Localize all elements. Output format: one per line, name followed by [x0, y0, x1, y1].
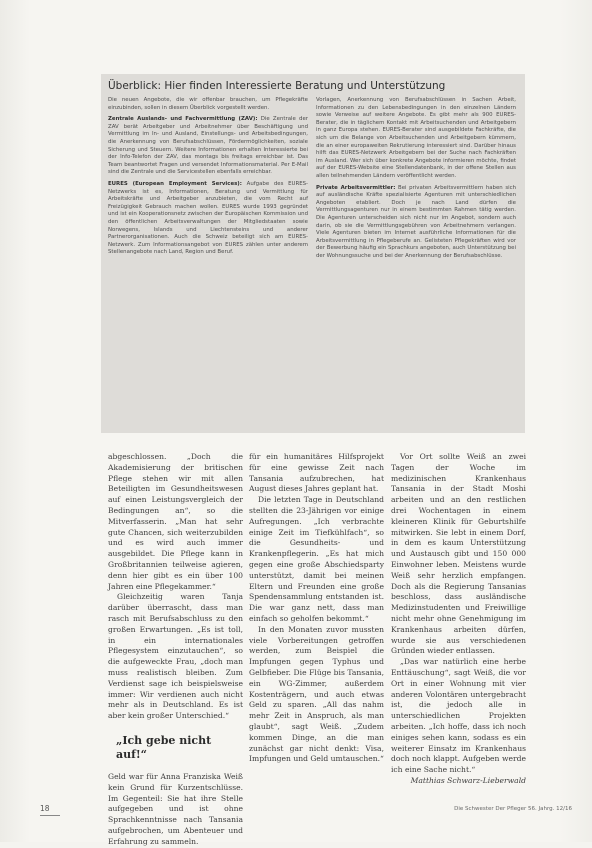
article-paragraph: abgeschlossen. „Doch die Akademisierung der britischen Pflege stehen wir mit allen Beteiligten im Gesundheitswesen auf einen Leistungsvergleich der Bedingungen an“, so die Mitverfasserin. „Man hat sehr gute Chancen, sich weiterzubilden und es wird auch immer ausgebildet. Die Pflege kann in Großbritannien teilweise agieren, denn hier gibt es ein über 100 Jahren eine Pflegekammer.“ [108, 452, 243, 591]
info-box-paragraph [108, 181, 308, 257]
footer-journal-title: Die Schwester Der Pfleger 56. Jahrg. 12/16 [454, 806, 572, 812]
info-box-paragraph-heading: Private Arbeitsvermittler: [316, 184, 396, 191]
info-box-paragraph-text: Die neuen Angebote, die wir offenbar brauchen, um Pflegekräfte einzubinden, sollen in diesem Überblick vorgestellt werden. [108, 97, 308, 111]
info-box-left-column [108, 97, 308, 427]
info-box-paragraph-text: Aufgabe des EURES-Netzwerks ist es, Informationen, Beratung und Vermittlung für Arbeitskräfte und Arbeitgeber anzubieten, die vom Recht auf Freizügigkeit Gebrauch machen wollen. EURES wurde 1993 gegründet und ist ein Kooperationsnetz zwischen der Europäischen Kommission und den öffentlichen Arbeitsverwaltungen der Mitgliedstaaten sowie Norwegens, Islands und Liechtensteins und anderer Partnerorganisationen. Auch die Schweiz beteiligt sich am EURES-Netzwerk. Zum Informationsangebot von EURES zählen unter anderem Stellenangebote nach Land, Region und Beruf. [108, 180, 309, 256]
info-box-paragraph-text: Vorlagen, Anerkennung von Berufsabschlüssen in Sachen Arbeit, Informationen zu den Lebensbedingungen in den einzelnen Ländern sowie Verweise auf weitere Angebote. Es gibt mehr als 900 EURES-Berater, die in täglichem Kontakt mit Arbeitsuchenden und Arbeitgebern in ganz Europa stehen. EURES-Berater sind ausgebildete Fachkräfte, die sich um die Belange von Arbeitsuchenden und Arbeitgebern kümmern, die an einer europaweiten Rekrutierung interessiert sind. Darüber hinaus hilft das EURES-Netzwerk Arbeitgebern bei der Suche nach Fachkräften im Ausland. Wer sich über konkrete Angebote informieren möchte, findet auf der EURES-Website eine Stellendatenbank, in der offene Stellen aus allen teilnehmenden Ländern veröffentlicht werden. [316, 97, 516, 179]
info-box-paragraph [108, 116, 308, 177]
article-column-1 [108, 452, 243, 846]
article-paragraph: Geld war für Anna Franziska Weiß kein Grund für Kurzentschlüsse. Im Gegenteil: Sie hat ihre Stelle aufgegeben und ist ohne Sprachkenntnisse nach Tansania aufgebrochen, um Abenteuer und Erfahrung zu sammeln. [108, 771, 243, 846]
info-box-paragraph-heading: EURES (European Employment Services): [108, 180, 242, 187]
info-box-paragraph-heading: Zentrale Auslands- und Fachvermittlung (ZAV): [108, 116, 258, 123]
article-column-3 [391, 452, 526, 792]
info-box-title: Überblick: Hier finden Interessierte Beratung und Unterstützung [108, 80, 446, 92]
info-box-paragraph-text: Bei privaten Arbeitsvermittlern haben sich auf ausländische Kräfte spezialisierte Agenturen mit unterschiedlichen Angeboten etabliert. Doch je nach Land dürfen die Vermittlungsagenturen nur in einem bestimmten Rahmen tätig werden. Die Agenturen unterscheiden sich nicht nur im Angebot, sondern auch darin, ob sie die Vermittlungsgebühren von Arbeitnehmern verlangen. Viele Agenturen bieten im Internet ausführliche Informationen für die Arbeitsvermittlung in Pflegeberufe an. Gelisteten Pflegekräften wird vor der Bewerbung häufig ein Sprachkurs angeboten, auch Unterstützung bei der Wohnungssuche und bei der Anerkennung der Berufsabschlüsse. [316, 184, 517, 259]
footer-rule [40, 815, 60, 816]
article-paragraph: für ein humanitäres Hilfsprojekt für eine gewisse Zeit nach Tansania aufzubrechen, hat August dieses Jahres geplant hat. [249, 452, 384, 494]
article-column-2 [249, 452, 384, 792]
info-box-right-column [316, 97, 516, 427]
article-paragraph: Die letzten Tage in Deutschland stellten die 23-Jährigen vor einige Aufregungen. „Ich verbrachte einige Zeit im Tiefkühlfach“, so die Gesundheits- und Krankenpflegerin. „Es hat mich gegen eine große Abschiedsparty unterstützt, damit bei meinen Eltern und Freunden eine große Spendensammlung entstanden ist. Die war ganz nett, dass man einfach so geholfen bekommt.“ [249, 495, 384, 623]
info-box-paragraph [316, 97, 516, 181]
article-subheading: „Ich gebe nicht auf!“ [116, 733, 212, 761]
article-author: Matthias Schwarz-Lieberwald [410, 775, 526, 785]
page-number: 18 [40, 804, 50, 813]
info-box-paragraph-text: Die Zentrale der ZAV berät Arbeitgeber und Arbeitnehmer über Beschäftigung und Vermittlung im In- und Ausland, Einstellungs- und Arbeitsbedingungen, die Anerkennung von Berufsabschlüssen, Fördermöglichkeiten, soziale Sicherung und Steuern. Weitere Informationen erhalten Interessierte bei der Info-Telefon der ZAV, das montags bis freitags erreichbar ist. Das Team beantwortet Fragen und versendet Informationsmaterial. Per E-Mail sind die Zentrale und die Servicestellen ebenfalls erreichbar. [108, 116, 308, 176]
article-paragraph: Vor Ort sollte Weiß an zwei Tagen der Woche im medizinischen Krankenhaus Tansania in der Stadt Moshi arbeiten und an den restlichen drei Wochentagen in einem kleineren Klinik für Geburtshilfe mitwirken. Sie lebt in einem Dorf, in dem es kaum Unterstützung und Austausch gibt und 150 000 Einwohner leben. Meistens wurde Weiß sehr herzlich empfangen. Doch als die Regierung Tansanias beschloss, dass ausländische Medizinstudenten und Freiwillige nicht mehr ohne Genehmigung im Krankenhaus arbeiten dürfen, wurde sie aus verschiedenen Gründen wieder entlassen. [391, 452, 526, 656]
article-paragraph: Gleichzeitig waren Tanja darüber überrascht, dass man rasch mit Berufsabschluss zu den großen Erwartungen. „Es ist toll, in ein internationales Pflegesystem einzutauchen“, so die aufgeweckte Frau, „doch man muss realistisch bleiben. Zum Verdienst sage ich beispielsweise immer: Wir verdienen auch nicht mehr als in Deutschland. Es ist aber kein großer Unterschied.“ [108, 592, 243, 721]
info-box-paragraph [108, 97, 308, 112]
article-paragraph: „Das war natürlich eine herbe Enttäuschung“, sagt Weiß, die vor Ort in einer Wohnung mit vier anderen Volontären untergebracht ist, die jedoch alle in unterschiedlichen Projekten arbeiten. „Ich hoffe, dass ich noch einiges sehen kann, sodass es ein weiterer Einsatz im Krankenhaus doch noch klappt. Aufgeben werde ich eine Sache nicht.“ [391, 657, 526, 775]
article-paragraph: In den Monaten zuvor mussten viele Vorbereitungen getroffen werden, zum Beispiel die Impfungen gegen Typhus und Gelbfieber. Die Flüge bis Tansania, ein WG-Zimmer, außerdem Kostenträgern, und auch etwas Geld zu sparen. „All das nahm mehr Zeit in Anspruch, als man glaubt“, sagt Weiß. „Zudem kommen Dinge, an die man zunächst gar nicht denkt: Visa, Impfungen und Geld umtauschen.“ [249, 624, 384, 764]
info-box-paragraph [316, 185, 516, 261]
